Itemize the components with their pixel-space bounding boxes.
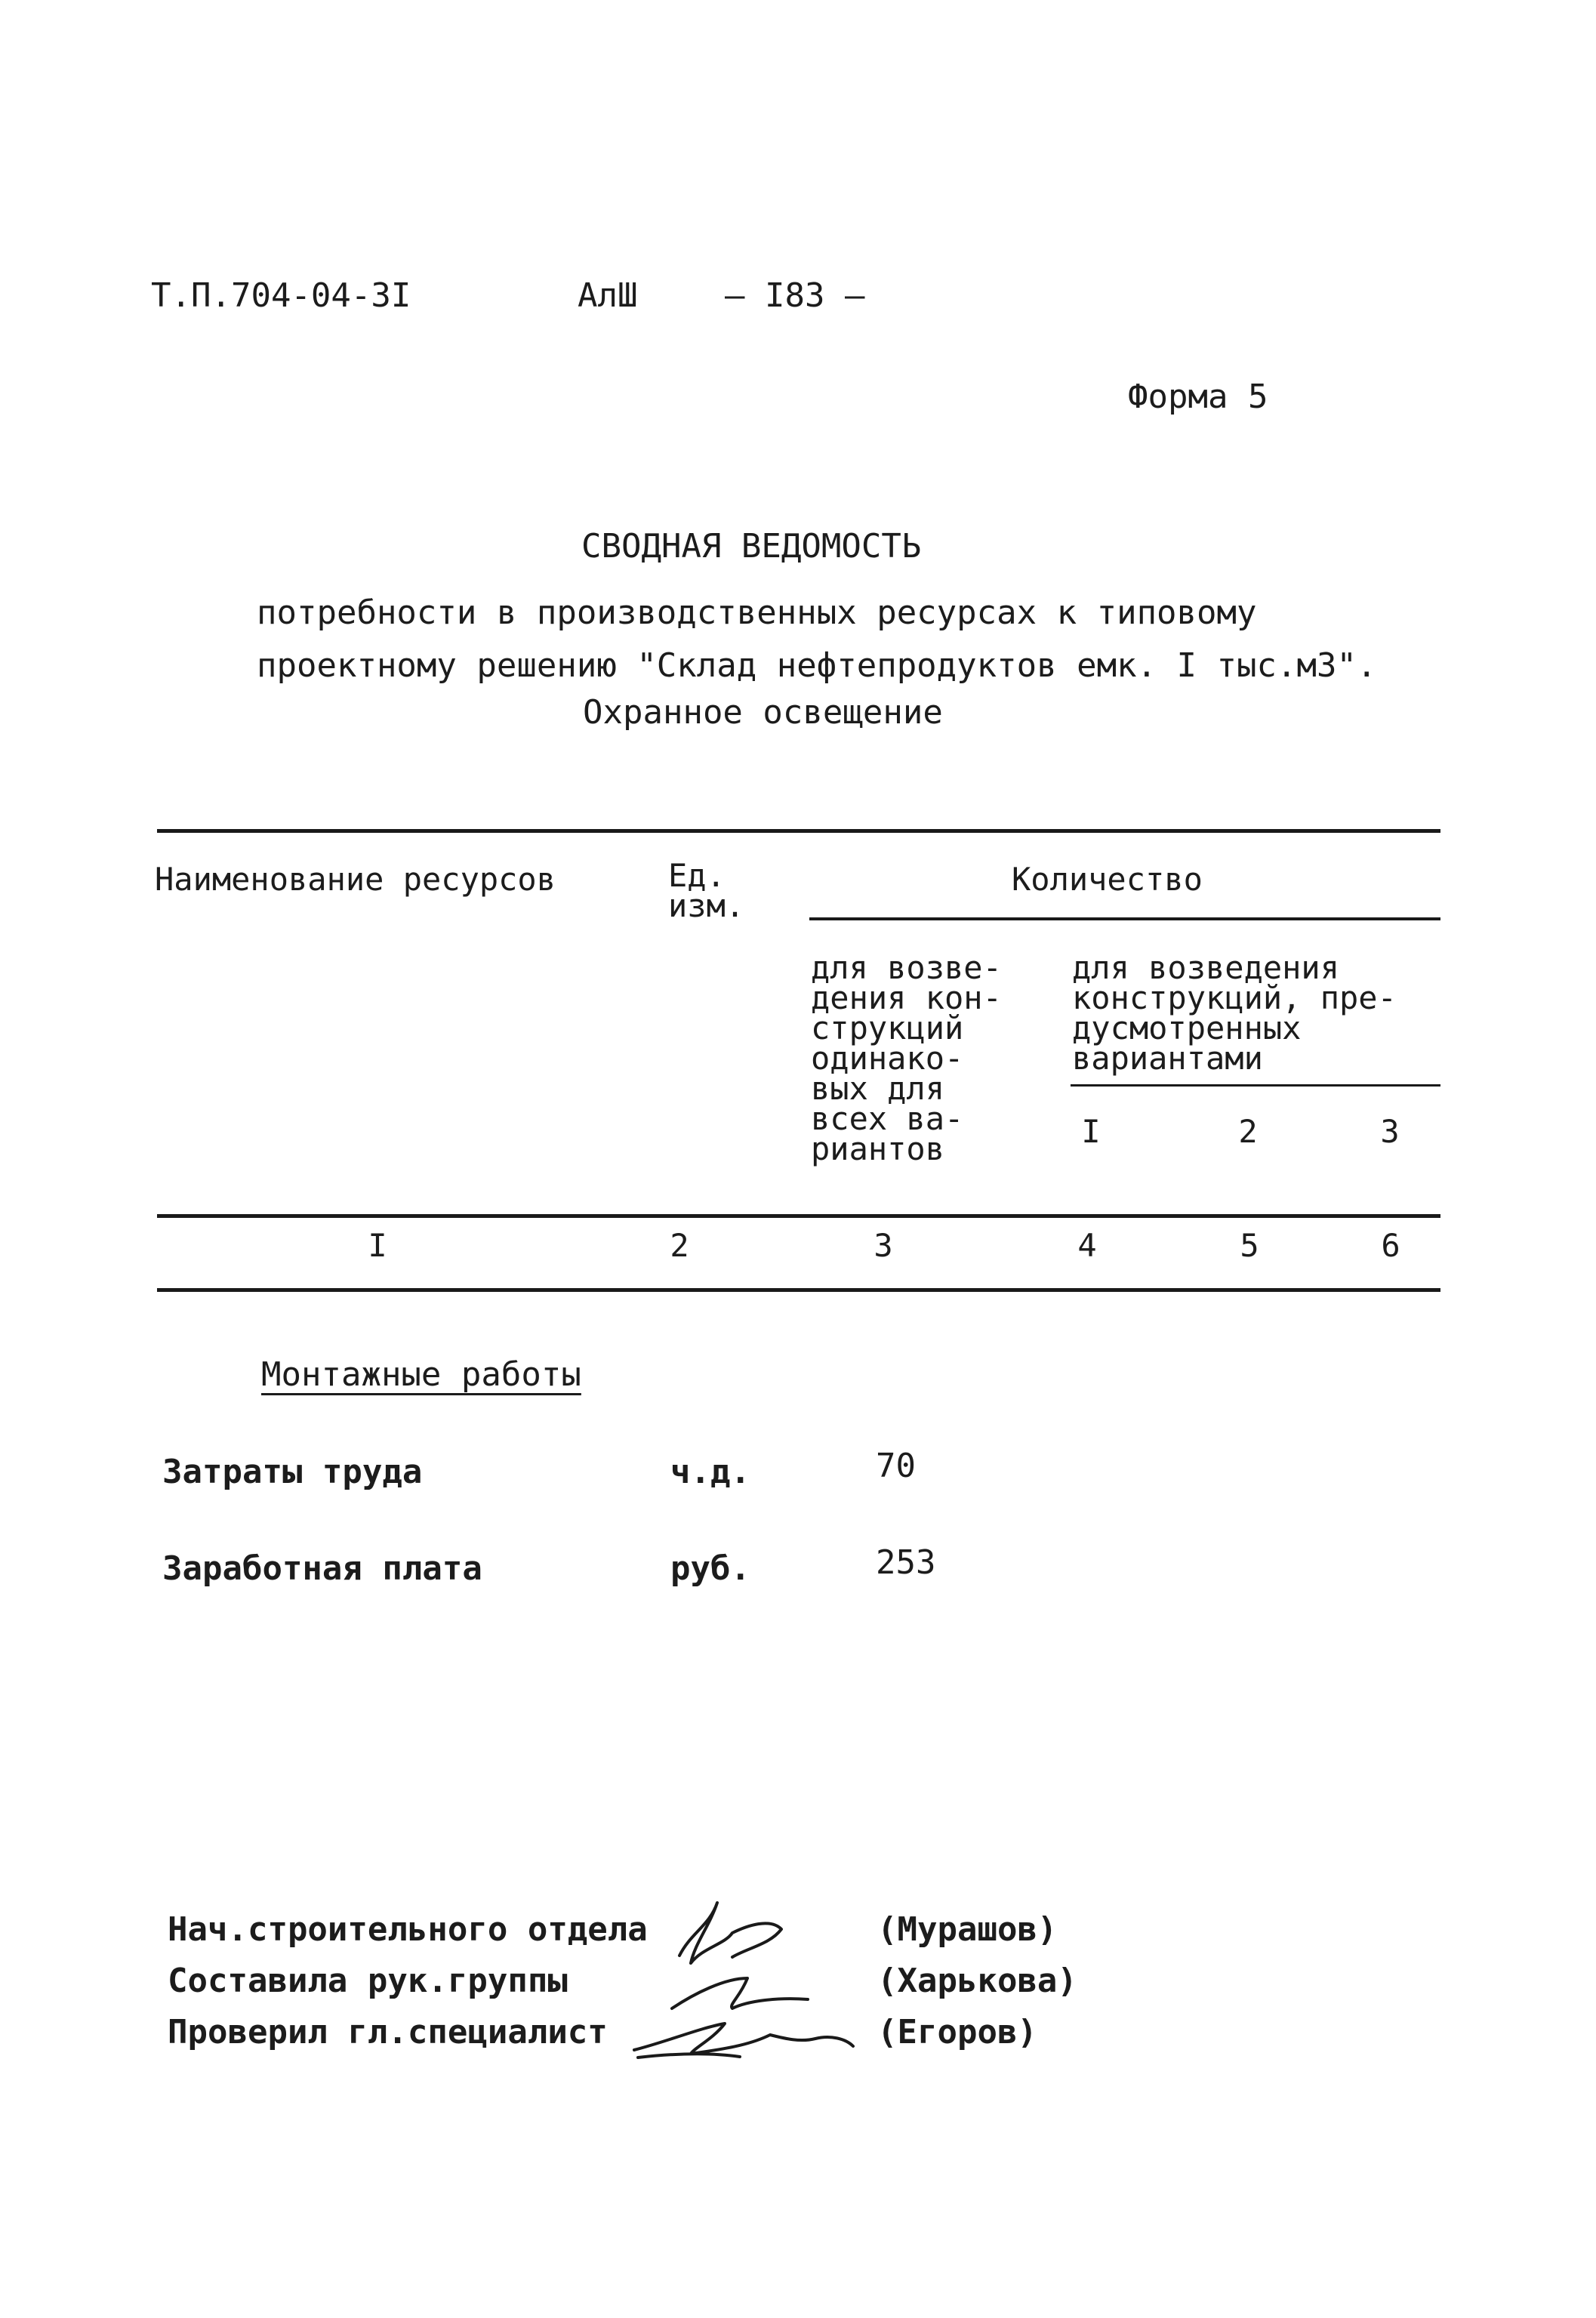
page-number: — I83 — bbox=[725, 276, 865, 315]
signature-name-1: (Мурашов) bbox=[877, 1910, 1058, 1949]
album-label: АлШ bbox=[578, 276, 638, 315]
row-1-unit: ч.д. bbox=[670, 1453, 750, 1491]
header-bottom-rule bbox=[157, 1214, 1440, 1218]
signature-stroke-1 bbox=[679, 1903, 781, 1963]
row-1-value: 70 bbox=[876, 1447, 916, 1485]
title-line-3: Охранное освещение bbox=[583, 693, 943, 732]
row-2-unit: руб. bbox=[670, 1549, 750, 1588]
variant-number-1: I bbox=[1081, 1113, 1101, 1150]
column-header-quantity: Количество bbox=[1012, 861, 1203, 898]
signature-role-3: Проверил гл.специалист bbox=[168, 2013, 608, 2051]
signature-stroke-3 bbox=[634, 2024, 853, 2054]
row-2-name: Заработная плата bbox=[162, 1549, 482, 1588]
column-number-3: 3 bbox=[873, 1227, 893, 1264]
handwritten-signatures bbox=[619, 1873, 868, 2069]
variant-number-3: 3 bbox=[1380, 1113, 1400, 1150]
signature-role-1: Нач.строительного отдела bbox=[168, 1910, 648, 1949]
page-title: СВОДНАЯ ВЕДОМОСТЬ bbox=[581, 527, 922, 566]
column-number-4: 4 bbox=[1077, 1227, 1097, 1264]
column-number-5: 5 bbox=[1240, 1227, 1259, 1264]
signature-stroke-4 bbox=[638, 2054, 740, 2058]
signature-name-3: (Егоров) bbox=[877, 2013, 1037, 2051]
table-top-rule bbox=[157, 829, 1440, 833]
variant-number-2: 2 bbox=[1238, 1113, 1258, 1150]
column-header-variants: для возведения конструкций, пре- дусмотренных вариантами bbox=[1072, 949, 1397, 1077]
section-title: Монтажные работы bbox=[261, 1355, 581, 1394]
column-header-name: Наименование ресурсов bbox=[155, 861, 556, 898]
row-2-value: 253 bbox=[876, 1543, 936, 1582]
row-1-name: Затраты труда bbox=[162, 1453, 423, 1491]
column-number-2: 2 bbox=[670, 1227, 689, 1264]
title-line-1: потребности в производственных ресурсах к типовому bbox=[257, 593, 1257, 632]
column-number-6: 6 bbox=[1381, 1227, 1400, 1264]
signature-stroke-2 bbox=[672, 1978, 808, 2008]
numbers-bottom-rule bbox=[157, 1288, 1440, 1292]
variants-rule bbox=[1071, 1084, 1440, 1087]
signature-name-2: (Харькова) bbox=[877, 1962, 1077, 2000]
column-header-common: для возве- дения кон- струкций одинако- вых для всех ва- риантов bbox=[811, 949, 1002, 1167]
document-code: Т.П.704-04-3I bbox=[151, 276, 411, 315]
form-label: Форма 5 bbox=[1128, 378, 1268, 416]
column-number-1: I bbox=[368, 1227, 387, 1264]
column-header-unit: Ед. изм. bbox=[668, 857, 745, 924]
title-line-2: проектному решению "Склад нефтепродуктов емк. I тыс.м3". bbox=[257, 646, 1377, 685]
quantity-rule bbox=[809, 917, 1440, 920]
signature-role-2: Составила рук.группы bbox=[168, 1962, 568, 2000]
